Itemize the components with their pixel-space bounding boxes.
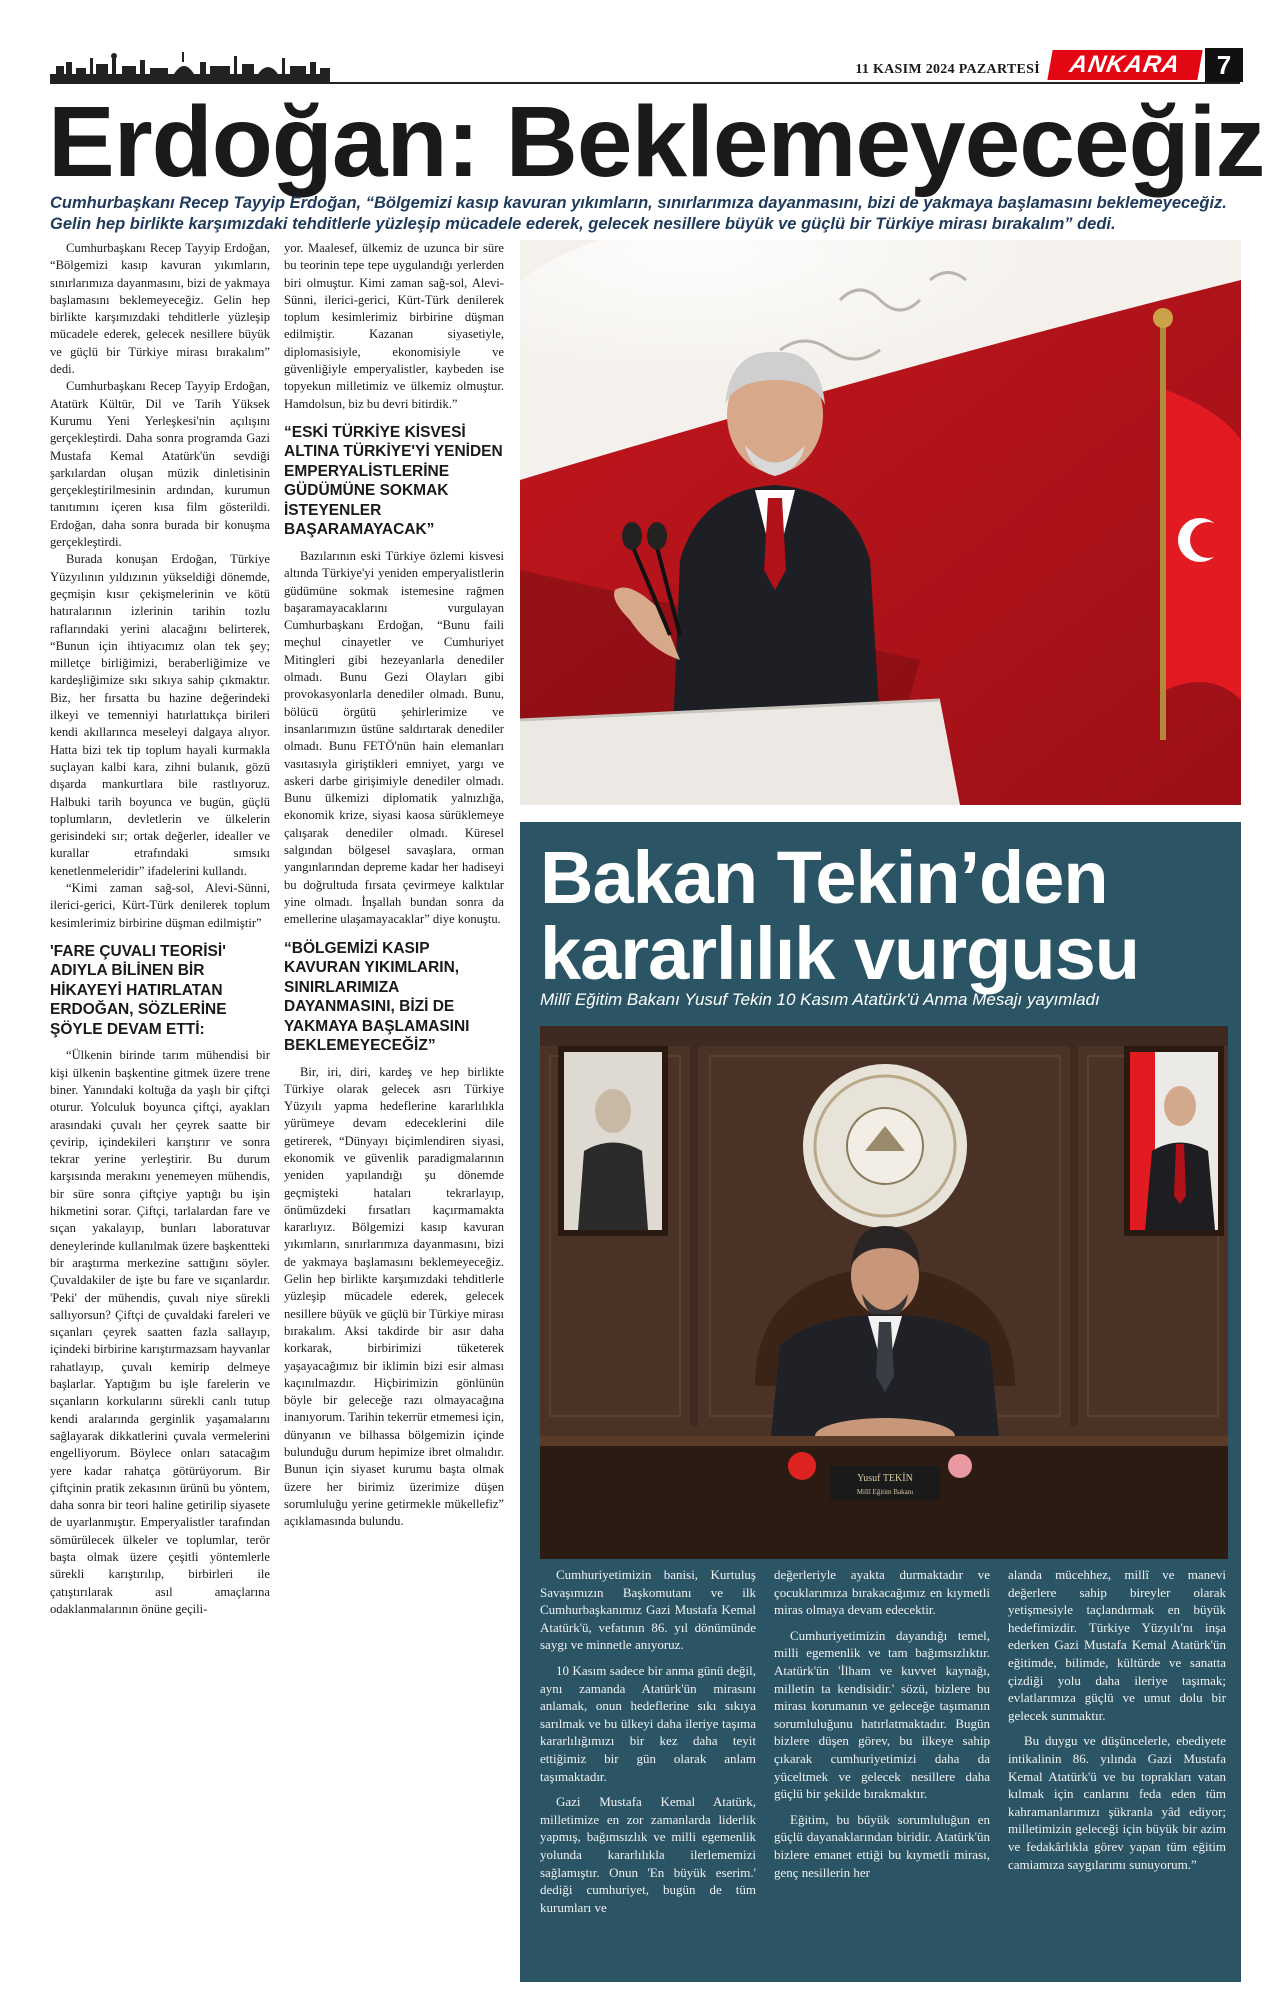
paragraph: Bazılarının eski Türkiye özlemi kisvesi altında Türkiye'yi yeniden emperyalistlerin güdümüne sokmak istemesine rağmen başaramayacaklarını vurgulayan Cumhurbaşkanı Erdoğan, “Bunu faili meçhul cinayetler ve Cumhuriyet Mitingleri gibi hezeyanlarla denediler olmadı. Bunu Gezi Olayları gibi provokasyonlarla denediler olmadı. Bunu, bölücü örgütü şehirlerimize ve insanlarımızın üstüne saldırtarak denediler olmadı. Bunu FETÖ'nün hain elemanları vasıtasıyla giriştikleri emniyet, yargı ve askeri darbe girişimiyle denediler olmadı. Bunu ülkemizi diplomatik yalnızlığa, ekonomik krize, siyasi kaosa sürüklemeye çalışarak denediler olmadı. Küresel salgından bölgesel savaşlara, orman yangınlarından depreme kadar her hadiseyi bu doğrultuda fırsata çevirmeye kalktılar yine olmadı. İnşallah bundan sonra da emellerine ulaşamayacaklar” diye konuştu. <box>284 548 504 927</box>
box-headline <box>540 836 1230 995</box>
main-headline: Erdoğan: Beklemeyeceğiz <box>48 86 1265 198</box>
logo-text: ANKARA <box>1067 51 1183 78</box>
paragraph: Cumhuriyetimizin dayandığı temel, milli egemenlik ve tam bağımsızlıktır. Atatürk'ün 'İlham ve kuvvet kaynağı, milletin ta kendisidir.' sözü, bizlere bu mirası korumanın ve geleceğe taşımanın sorumluluğunu hatırlatmaktadır. Bugün bizlere düşen görev, bu ilkeye sahip çıkarak cumhuriyetimizi daha da yüceltmek ve gelecek nesillere daha güçlü bir şekilde bırakmaktır. <box>774 1627 990 1802</box>
subheading: “BÖLGEMİZİ KASIP KAVURAN YIKIMLARIN, SINIRLARIMIZA DAYANMASINI, BİZİ DE YAKMAYA BAŞLAMASINI BEKLEMEYECEĞİZ” <box>284 939 470 1054</box>
paragraph: Bu duygu ve düşüncelerle, ebediyete intikalinin 86. yılında Gazi Mustafa Kemal Atatürk'ü ve bu toprakları vatan kılmak için canlarını feda eden tüm kahramanlarımızı şükranla yâd ediyor; milletimizin geleceği için büyük bir azim ve fedakârlıkla görev yapan tüm eğitim camiamıza saygılarımı sunuyorum.” <box>1008 1733 1226 1872</box>
box-column-1 <box>540 1566 756 1976</box>
nameplate-name: Yusuf TEKİN <box>857 1473 913 1484</box>
headline-spot: Cumhurbaşkanı Recep Tayyip Erdoğan, “Bölgemizi kasıp kavuran yıkımların, sınırlarımıza dayanmasını, bizi de yakmaya başlamasını beklemeyeceğiz. Gelin hep birlikte karşımızdaki tehditlerle yüzleşip mücadele ederek, gelecek nesillere büyük ve güçlü bir Türkiye mirası bırakalım” dedi. <box>50 194 1227 233</box>
article-column-1 <box>50 240 270 1980</box>
office-photo-illustration <box>540 1026 1228 1559</box>
subheading: “ESKİ TÜRKİYE KİSVESİ ALTINA TÜRKİYE'Yİ YENİDEN EMPERYALİSTLERİNE GÜDÜMÜNE SOKMAK İSTEYENLER BAŞARAMAYACAK” <box>284 423 503 539</box>
issue-date: 11 KASIM 2024 PAZARTESİ <box>855 62 1040 77</box>
paragraph: Cumhuriyetimizin banisi, Kurtuluş Savaşımızın Başkomutanı ve ilk Cumhurbaşkanımız Gazi Mustafa Kemal Atatürk'ü, vefatının 86. yıl dönümünde saygı ve minnetle anıyoruz. <box>540 1567 756 1653</box>
article-column-2 <box>284 240 504 1980</box>
paragraph: alanda mücehhez, millî ve manevi değerlere sahip bireyler olarak yetişmesiyle taçlandırmak en büyük hedefimizdir. Türkiye Yüzyılı'nı inşa ederken Gazi Mustafa Kemal Atatürk'ün eğitimde, bilimde, kültürde ve sanatta çizdiği yolu daha ileriye taşımak; evlatlarımıza güçlü ve umut dolu bir gelecek sunmaktır. <box>1008 1567 1226 1723</box>
erdogan-speech-photo <box>520 240 1241 805</box>
city-skyline-icon <box>50 50 330 84</box>
box-headline-line-1: Bakan Tekin’den <box>540 836 1108 919</box>
newspaper-logo <box>1047 50 1202 80</box>
paragraph: yor. Maalesef, ülkemiz de uzunca bir süre bu teorinin tepe tepe uygulandığı yerlerden biri olmuştur. Kimi zaman sağ-sol, Alevi-Sünni, ilerici-gerici, Kürt-Türk denilerek toplum kesimlerimiz birbirine düşman edilmiştir. Kazanan siyasetiyle, diplomasisiyle, ekonomisiyle ve güvenliğiyle emperyalistler, kaybeden ise topyekun milletimiz ve ülkemiz olmuştur. Hamdolsun, biz bu devri bitirdik.” <box>284 241 504 411</box>
page-number: 7 <box>1205 48 1243 82</box>
paragraph: “Ülkenin birinde tarım mühendisi bir kişi ülkenin başkentine gitmek üzere trene biner. Yanındaki koltuğa da yaşlı bir çiftçi oturur. Yolculuk boyunca çiftçi, ayakları arasındaki çuvalı her çeyrek saatte bir çevirip, içindekileri karıştırır ve sonra tekrar yerine yerleştirir. Bu durum karşısında merakını yenemeyen mühendis, bir süre sonra çiftçiye yaptığı bu işin hikmetini sorar. Çiftçi, tarlalardan fare ve sıçan yakalayıp, bunları laboratuvar deneylerinde kullanılmak üzere başkentteki bir araştırma merkezine sattığını söyler. Çuvaldakiler de işte bu fare ve sıçanlardır. 'Peki' der mühendis, çuvalı niye sürekli sallıyorsun? Çiftçi de çuvaldaki fareleri ve sıçanları çeyrek saatten fazla sallayıp, içindeki birbirine karıştırmazsam hayvanlar rahatlayıp, çuvalı kemirip delmeye başlarlar. Yaptığım bu işle farelerin ve sıçanların korkularını sürekli canlı tutup kendi aralarında gerginlik yaşamalarını sağlayarak dikkatlerini çuvala vermelerini engelliyorum. Böylece onları satacağım yere kadar rahatça götürüyorum. Bir çiftçinin pratik zekasının ürünü bu yöntem, daha sonra bir teori haline getirilip siyasete de uyarlanmıştır. Emperyalistler tarafından sömürülecek ülkeler ve toplumlar, terör başta olmak üzere çeşitli yöntemlerle sürekli karıştırılıp, birbirleri ile çatıştırılarak asıl amaçlarına odaklanmalarının önüne geçili- <box>50 1048 270 1616</box>
minister-office-photo <box>540 1026 1228 1559</box>
box-column-2 <box>774 1566 990 1976</box>
speech-photo-illustration <box>520 240 1241 805</box>
subheading: 'FARE ÇUVALI TEORİSİ' ADIYLA BİLİNEN BİR HİKAYEYİ HATIRLATAN ERDOĞAN, SÖZLERİNE ŞÖYLE DEVAM ETTİ: <box>50 942 227 1038</box>
box-headline-line-2: kararlılık vurgusu <box>540 912 1139 995</box>
nameplate-title: Millî Eğitim Bakanı <box>856 1488 914 1496</box>
paragraph: Bir, iri, diri, kardeş ve hep birlikte Türkiye olarak gelecek asrı Türkiye Yüzyılı yapma hedeflerine kararlılıkla yürümeye devam edeceklerini dile getirerek, “Dünyayı biçimlendiren siyasi, ekonomik ve güvenlik paradigmalarının yeniden yapılandığı şu dönemde geçmişteki hataları tekrarlayıp, önümüzdeki fırsatları kaçırmamakta kararlıyız. Bölgemizi kasıp kavuran yıkımların, sınırlarımıza dayanmasını, bizi de yakmaya başlamasını beklemeyeceğiz. Gelin hep birlikte karşımızdaki tehditlerle yüzleşip mücadele ederek, gelecek nesillere büyük ve güçlü bir Türkiye mirası bırakalım. Aksi takdirde bir asır daha korkarak, birbirimizi tüketerek yaşayacağımız bir iklimin bizi esir alması kaçınılmazdır. Hiçbirimizin gönlünün böyle bir geleceğe razı olmayacağına inanıyorum. Tarihin tekerrür etmemesi için, dünyanın ve bilhassa bölgemizin içinde bulunduğu durum hepimize ibret olmalıdır. Bunun için siyaset kurumu başta olmak üzere her birimiz üzerimize düşen sorumluluğu yerine getirmekle mükellefiz” açıklamasında bulundu. <box>284 1064 504 1529</box>
box-column-3 <box>1008 1566 1226 1976</box>
paragraph: Eğitim, bu büyük sorumluluğun en güçlü dayanaklarından biridir. Atatürk'ün bizlere emanet ettiği bu kıymetli mirası, genç nesillerin her <box>774 1811 990 1880</box>
paragraph: “Kimi zaman sağ-sol, Alevi-Sünni, ilerici-gerici, Kürt-Türk denilerek toplum kesimlerimiz birbirine düşman edilmiştir” <box>50 880 270 930</box>
header-rule <box>50 82 1240 84</box>
paragraph: Cumhurbaşkanı Recep Tayyip Erdoğan, Atatürk Kültür, Dil ve Tarih Yüksek Kurumu Yeni Yerleşkesi'nin açılışını gerçekleştirdi. Daha sonra programda Gazi Mustafa Kemal Atatürk'ün sevdiği şarkılardan oluşan müzik dinletisinin gerçekleştirilmesinin ardından, kurumun tanıtımını içeren kısa film gösterildi. Erdoğan, daha sonra burada bir konuşma gerçekleştirdi. <box>50 379 270 550</box>
paragraph: değerleriyle ayakta durmaktadır ve çocuklarımıza bırakacağımız en kıymetli miras olmaya devam edecektir. <box>774 1567 990 1618</box>
paragraph: Gazi Mustafa Kemal Atatürk, milletimize en zor zamanlarda liderlik yapmış, bağımsızlık ve milli egemenlik yolunda kararlılıkla ilerlememizi sağlamıştır. Onun 'En büyük eserim.' dediği cumhuriyet, bugün de tüm kurumları ve <box>540 1794 756 1915</box>
paragraph: Burada konuşan Erdoğan, Türkiye Yüzyılının yıldızının yükseldiği dönemde, geçmişin kısır çekişmelerinin ve kötü hatıralarının izlerinin tarihin tozlu raflarındaki yerini alacağını belirterek, “Bunun için ihtiyacımız olan tek şey; milletçe birliğimizi, beraberliğimize ve kardeşliğimize sıkı sıkıya sahip çıkmaktır. Biz, her fırsatta bu hazine değerindeki ilkeyi ve temenniyi hatırlattıkça birileri kendi akıllarınca meseleyi dalgaya alıyor. Hatta bizi tek tip toplum hayali kurmakla suçlayan kalbi kara, zihni bulanık, gözü dışarda mankurtlara bile rastlıyoruz. Halbuki tarih boyunca ve bugün, güçlü toplumların, devletlerin ve ülkelerin gerisindeki sır; ortak değerler, idealler ve kurallar etrafındaki sımsıkı kenetlenmeleridir” ifadelerini kullandı. <box>50 552 270 878</box>
paragraph: Cumhurbaşkanı Recep Tayyip Erdoğan, “Bölgemizi kasıp kavuran yıkımların, sınırlarımıza dayanmasını, bizi de yakmaya başlamasını beklemeyeceğiz. Gelin hep birlikte karşımızdaki tehditlerle yüzleşip mücadele ederek, gelecek nesillere büyük ve güçlü bir Türkiye mirası bırakalım” dedi. <box>50 241 270 377</box>
paragraph: 10 Kasım sadece bir anma günü değil, aynı zamanda Atatürk'ün mirasını anlamak, onun hedeflerine sıkı sıkıya sarılmak ve bu ülkeyi daha ileriye taşıma kararlılığımızı bir kez daha teyit ettiğimiz bir gün olarak anlam taşımaktadır. <box>540 1662 756 1784</box>
box-subtitle: Millî Eğitim Bakanı Yusuf Tekin 10 Kasım Atatürk'ü Anma Mesajı yayımladı <box>540 990 1100 1009</box>
